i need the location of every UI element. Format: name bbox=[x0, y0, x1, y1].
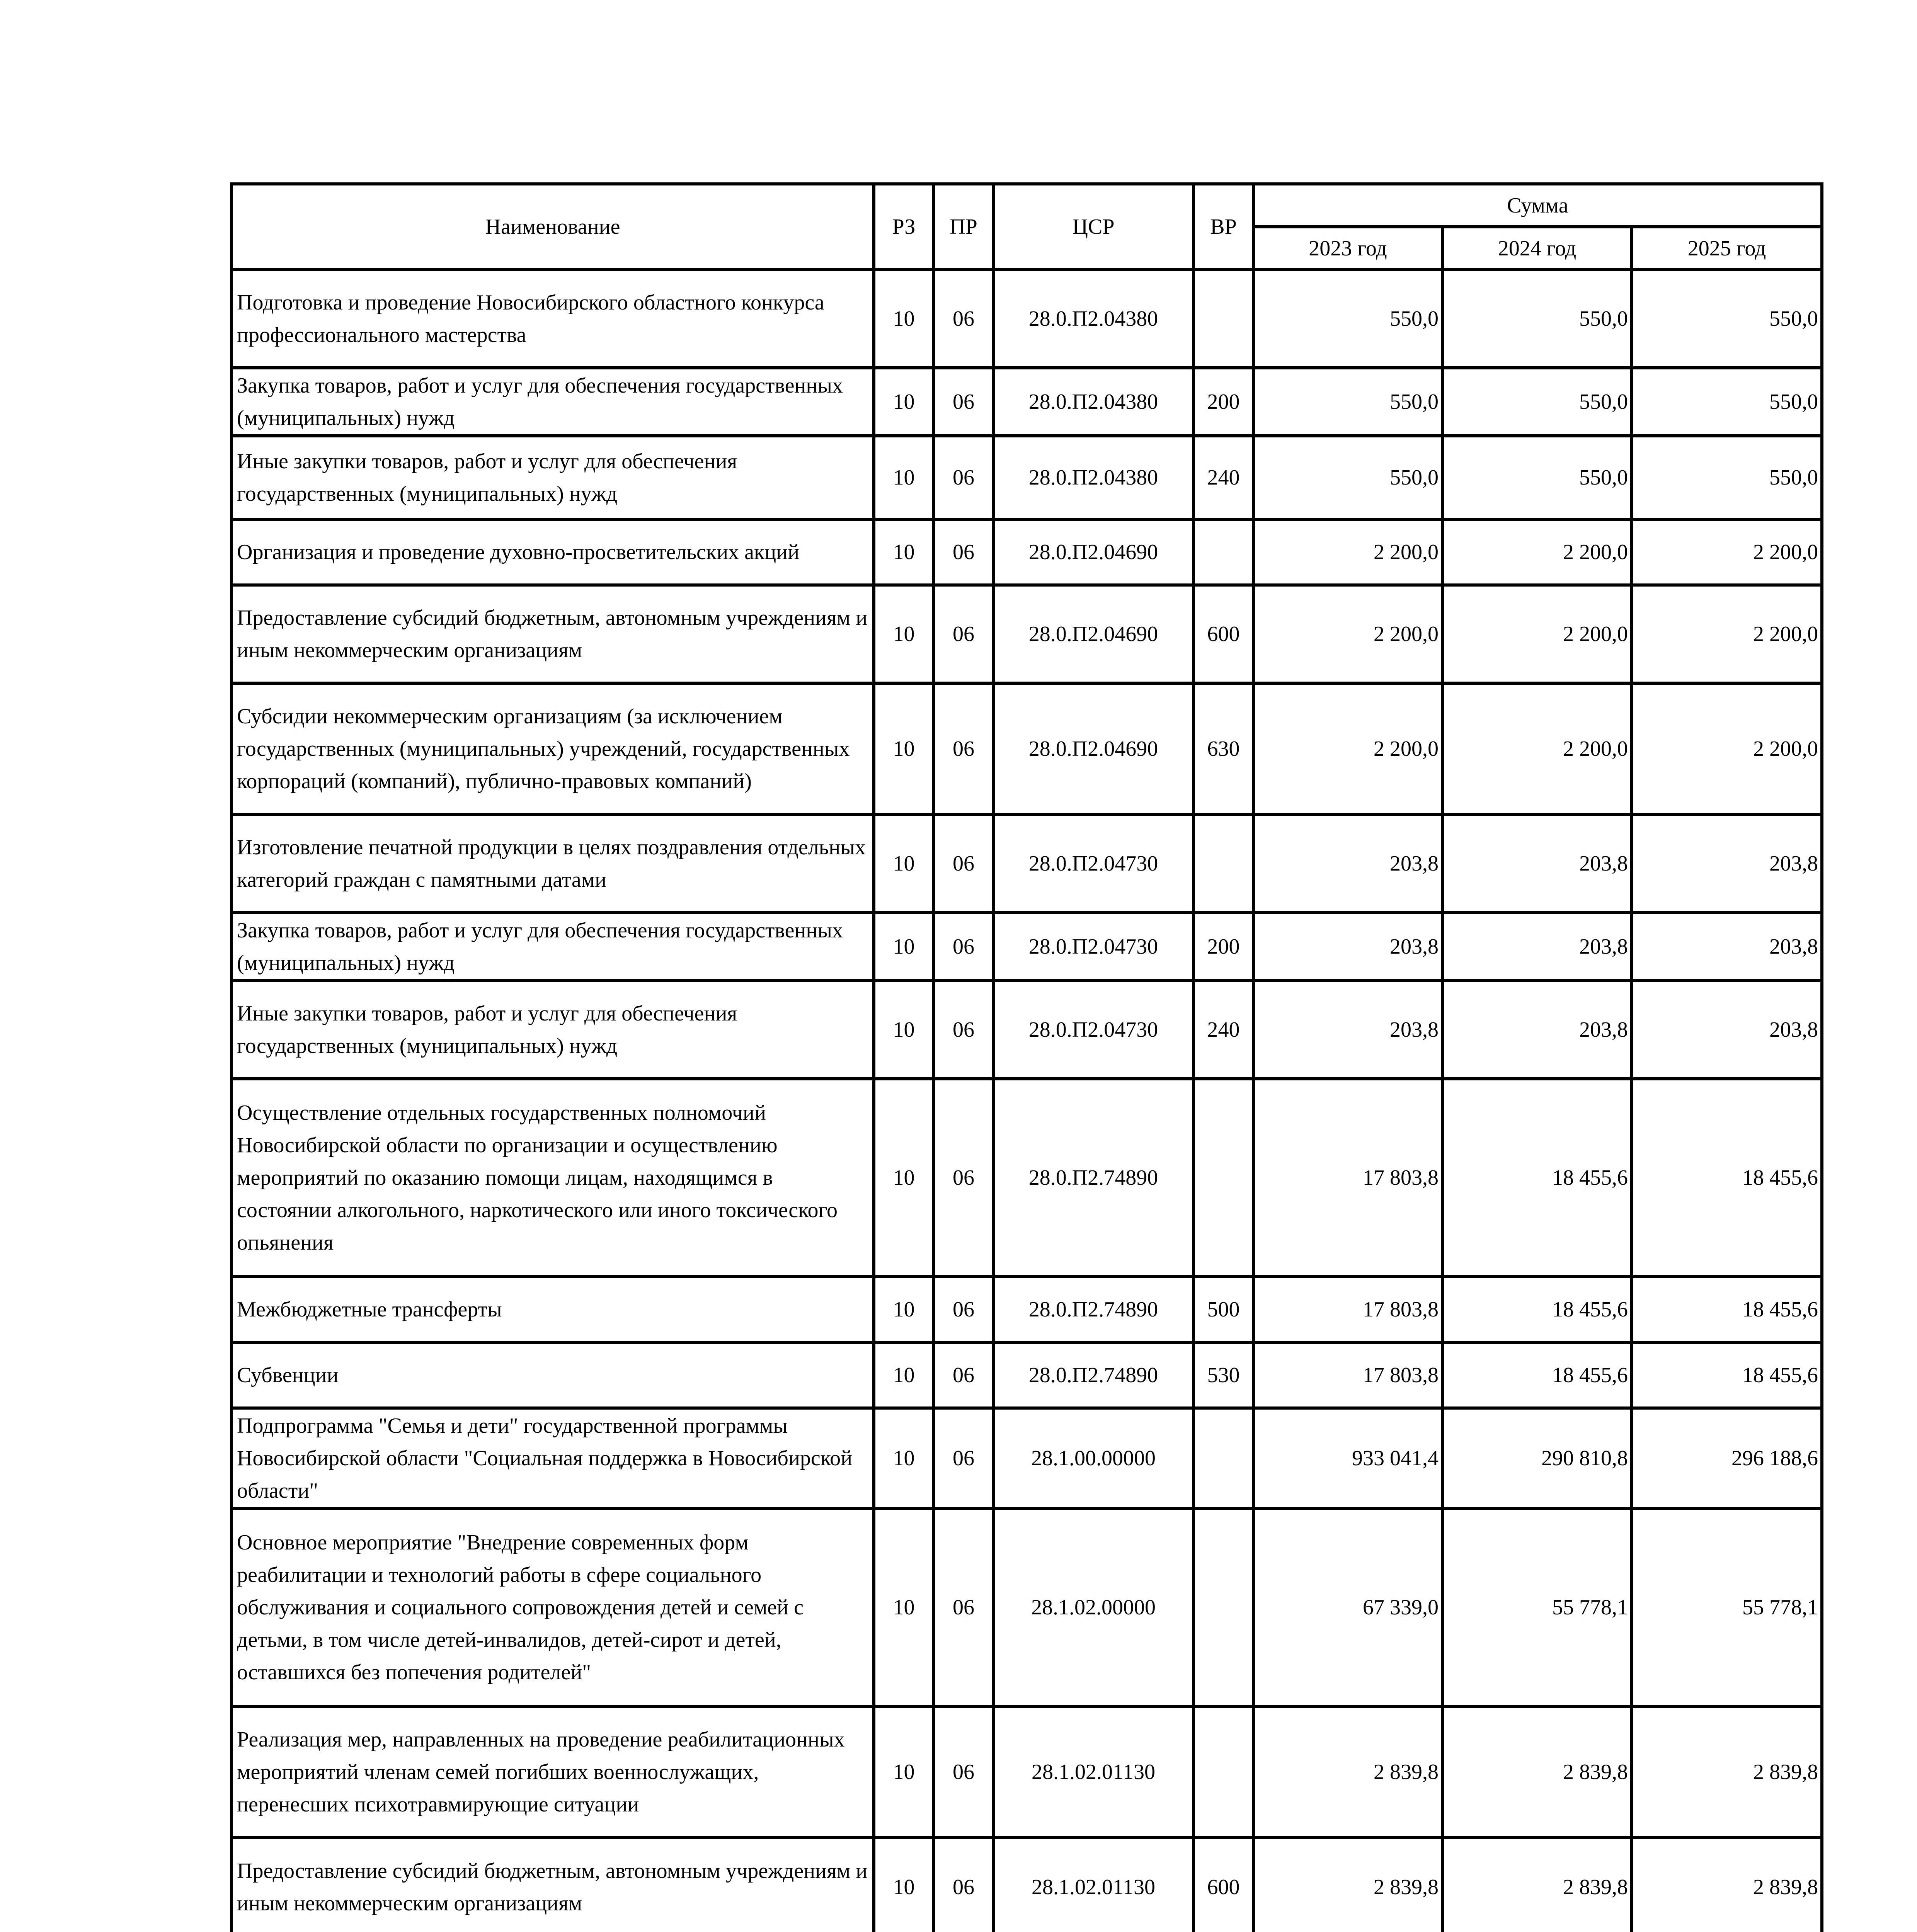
header-rz: РЗ bbox=[874, 184, 934, 270]
row-csr: 28.0.П2.04690 bbox=[993, 585, 1193, 683]
table-row bbox=[232, 1706, 1822, 1838]
row-rz: 10 bbox=[874, 683, 934, 815]
row-vr: 200 bbox=[1193, 913, 1253, 981]
row-name: Реализация мер, направленных на проведение реабилитационных мероприятий членам семей погибших военнослужащих, перенесших психотравмирующие ситуации bbox=[232, 1706, 874, 1838]
table-row bbox=[232, 981, 1822, 1079]
row-csr: 28.0.П2.04380 bbox=[993, 270, 1193, 368]
row-sum-2024: 203,8 bbox=[1442, 981, 1632, 1079]
row-name: Изготовление печатной продукции в целях поздравления отдельных категорий граждан с памятными датами bbox=[232, 815, 874, 913]
row-sum-2023: 17 803,8 bbox=[1253, 1079, 1442, 1277]
row-sum-2023: 17 803,8 bbox=[1253, 1277, 1442, 1342]
row-pr: 06 bbox=[934, 1509, 993, 1706]
row-sum-2023: 17 803,8 bbox=[1253, 1342, 1442, 1408]
header-csr: ЦСР bbox=[993, 184, 1193, 270]
row-sum-2025: 203,8 bbox=[1632, 913, 1822, 981]
table-row bbox=[232, 519, 1822, 585]
header-sum: Сумма bbox=[1253, 184, 1822, 227]
row-vr bbox=[1193, 1079, 1253, 1277]
row-vr: 600 bbox=[1193, 1838, 1253, 1932]
row-sum-2024: 550,0 bbox=[1442, 270, 1632, 368]
row-sum-2025: 18 455,6 bbox=[1632, 1079, 1822, 1277]
row-rz: 10 bbox=[874, 1838, 934, 1932]
row-csr: 28.1.02.01130 bbox=[993, 1706, 1193, 1838]
table-row bbox=[232, 270, 1822, 368]
row-sum-2023: 2 200,0 bbox=[1253, 519, 1442, 585]
row-name: Субвенции bbox=[232, 1342, 874, 1408]
row-csr: 28.0.П2.04380 bbox=[993, 436, 1193, 519]
row-pr: 06 bbox=[934, 585, 993, 683]
row-sum-2024: 2 200,0 bbox=[1442, 683, 1632, 815]
row-sum-2025: 203,8 bbox=[1632, 981, 1822, 1079]
row-name: Иные закупки товаров, работ и услуг для обеспечения государственных (муниципальных) нужд bbox=[232, 436, 874, 519]
row-sum-2024: 2 839,8 bbox=[1442, 1706, 1632, 1838]
row-sum-2024: 203,8 bbox=[1442, 815, 1632, 913]
row-rz: 10 bbox=[874, 1509, 934, 1706]
row-vr: 240 bbox=[1193, 981, 1253, 1079]
row-csr: 28.1.00.00000 bbox=[993, 1408, 1193, 1509]
row-rz: 10 bbox=[874, 1408, 934, 1509]
table-row bbox=[232, 585, 1822, 683]
row-pr: 06 bbox=[934, 1277, 993, 1342]
row-vr bbox=[1193, 815, 1253, 913]
row-sum-2025: 550,0 bbox=[1632, 368, 1822, 436]
row-sum-2025: 2 200,0 bbox=[1632, 683, 1822, 815]
table-row bbox=[232, 368, 1822, 436]
row-vr: 530 bbox=[1193, 1342, 1253, 1408]
row-vr bbox=[1193, 1509, 1253, 1706]
row-sum-2024: 550,0 bbox=[1442, 436, 1632, 519]
table-row bbox=[232, 1342, 1822, 1408]
row-sum-2025: 2 839,8 bbox=[1632, 1838, 1822, 1932]
row-csr: 28.0.П2.04730 bbox=[993, 913, 1193, 981]
row-rz: 10 bbox=[874, 1277, 934, 1342]
row-vr bbox=[1193, 270, 1253, 368]
row-pr: 06 bbox=[934, 1838, 993, 1932]
row-pr: 06 bbox=[934, 270, 993, 368]
table-row bbox=[232, 1838, 1822, 1932]
budget-table bbox=[230, 182, 1823, 1932]
row-rz: 10 bbox=[874, 519, 934, 585]
row-name: Осуществление отдельных государственных полномочий Новосибирской области по организации и осуществлению мероприятий по оказанию помощи лицам, находящимся в состоянии алкогольного, наркотического или иного токсического опьянения bbox=[232, 1079, 874, 1277]
row-csr: 28.0.П2.04690 bbox=[993, 683, 1193, 815]
row-name: Межбюджетные трансферты bbox=[232, 1277, 874, 1342]
row-csr: 28.0.П2.74890 bbox=[993, 1342, 1193, 1408]
row-sum-2023: 203,8 bbox=[1253, 913, 1442, 981]
row-sum-2024: 18 455,6 bbox=[1442, 1277, 1632, 1342]
row-rz: 10 bbox=[874, 913, 934, 981]
row-pr: 06 bbox=[934, 1408, 993, 1509]
row-rz: 10 bbox=[874, 815, 934, 913]
row-csr: 28.0.П2.04690 bbox=[993, 519, 1193, 585]
row-vr bbox=[1193, 1408, 1253, 1509]
row-pr: 06 bbox=[934, 1706, 993, 1838]
row-csr: 28.0.П2.04730 bbox=[993, 815, 1193, 913]
row-name: Закупка товаров, работ и услуг для обеспечения государственных (муниципальных) нужд bbox=[232, 913, 874, 981]
row-pr: 06 bbox=[934, 981, 993, 1079]
row-sum-2024: 55 778,1 bbox=[1442, 1509, 1632, 1706]
row-sum-2024: 18 455,6 bbox=[1442, 1079, 1632, 1277]
row-rz: 10 bbox=[874, 436, 934, 519]
table-row bbox=[232, 913, 1822, 981]
row-rz: 10 bbox=[874, 1079, 934, 1277]
row-csr: 28.0.П2.74890 bbox=[993, 1277, 1193, 1342]
row-pr: 06 bbox=[934, 368, 993, 436]
row-sum-2024: 2 200,0 bbox=[1442, 519, 1632, 585]
row-sum-2023: 2 839,8 bbox=[1253, 1706, 1442, 1838]
row-rz: 10 bbox=[874, 585, 934, 683]
row-sum-2025: 55 778,1 bbox=[1632, 1509, 1822, 1706]
table-row bbox=[232, 436, 1822, 519]
row-sum-2023: 2 839,8 bbox=[1253, 1838, 1442, 1932]
row-sum-2023: 2 200,0 bbox=[1253, 585, 1442, 683]
header-vr: ВР bbox=[1193, 184, 1253, 270]
table-row bbox=[232, 1277, 1822, 1342]
table-row bbox=[232, 1509, 1822, 1706]
row-sum-2025: 550,0 bbox=[1632, 270, 1822, 368]
row-sum-2024: 18 455,6 bbox=[1442, 1342, 1632, 1408]
row-sum-2023: 550,0 bbox=[1253, 436, 1442, 519]
row-name: Предоставление субсидий бюджетным, автономным учреждениям и иным некоммерческим организациям bbox=[232, 585, 874, 683]
table-row bbox=[232, 683, 1822, 815]
row-pr: 06 bbox=[934, 1342, 993, 1408]
row-name: Закупка товаров, работ и услуг для обеспечения государственных (муниципальных) нужд bbox=[232, 368, 874, 436]
row-rz: 10 bbox=[874, 368, 934, 436]
row-name: Основное мероприятие "Внедрение современных форм реабилитации и технологий работы в сфере социального обслуживания и социального сопровождения детей и семей с детьми, в том числе детей-инвалидов, детей-сирот и детей, оставшихся без попечения родителей" bbox=[232, 1509, 874, 1706]
row-csr: 28.0.П2.74890 bbox=[993, 1079, 1193, 1277]
row-sum-2024: 290 810,8 bbox=[1442, 1408, 1632, 1509]
row-sum-2025: 550,0 bbox=[1632, 436, 1822, 519]
row-name: Подпрограмма "Семья и дети" государственной программы Новосибирской области "Социальная поддержка в Новосибирской области" bbox=[232, 1408, 874, 1509]
row-vr: 500 bbox=[1193, 1277, 1253, 1342]
row-sum-2023: 2 200,0 bbox=[1253, 683, 1442, 815]
row-sum-2025: 18 455,6 bbox=[1632, 1277, 1822, 1342]
header-pr: ПР bbox=[934, 184, 993, 270]
row-sum-2025: 2 839,8 bbox=[1632, 1706, 1822, 1838]
row-sum-2024: 2 200,0 bbox=[1442, 585, 1632, 683]
row-sum-2024: 550,0 bbox=[1442, 368, 1632, 436]
row-vr bbox=[1193, 519, 1253, 585]
row-csr: 28.1.02.01130 bbox=[993, 1838, 1193, 1932]
row-vr: 630 bbox=[1193, 683, 1253, 815]
table-row bbox=[232, 815, 1822, 913]
row-name: Предоставление субсидий бюджетным, автономным учреждениям и иным некоммерческим организациям bbox=[232, 1838, 874, 1932]
row-sum-2025: 296 188,6 bbox=[1632, 1408, 1822, 1509]
row-sum-2023: 550,0 bbox=[1253, 270, 1442, 368]
row-vr: 240 bbox=[1193, 436, 1253, 519]
row-name: Подготовка и проведение Новосибирского областного конкурса профессионального мастерства bbox=[232, 270, 874, 368]
table-header-row bbox=[232, 184, 1822, 227]
row-vr bbox=[1193, 1706, 1253, 1838]
row-pr: 06 bbox=[934, 436, 993, 519]
header-year-2025: 2025 год bbox=[1632, 227, 1822, 270]
row-rz: 10 bbox=[874, 270, 934, 368]
row-sum-2023: 550,0 bbox=[1253, 368, 1442, 436]
row-rz: 10 bbox=[874, 1342, 934, 1408]
row-csr: 28.0.П2.04730 bbox=[993, 981, 1193, 1079]
row-sum-2023: 67 339,0 bbox=[1253, 1509, 1442, 1706]
row-rz: 10 bbox=[874, 981, 934, 1079]
row-sum-2023: 203,8 bbox=[1253, 815, 1442, 913]
row-pr: 06 bbox=[934, 815, 993, 913]
row-csr: 28.0.П2.04380 bbox=[993, 368, 1193, 436]
row-sum-2025: 18 455,6 bbox=[1632, 1342, 1822, 1408]
table-row bbox=[232, 1408, 1822, 1509]
table-body bbox=[232, 270, 1822, 1932]
row-name: Организация и проведение духовно-просветительских акций bbox=[232, 519, 874, 585]
row-sum-2024: 203,8 bbox=[1442, 913, 1632, 981]
row-sum-2023: 933 041,4 bbox=[1253, 1408, 1442, 1509]
row-sum-2023: 203,8 bbox=[1253, 981, 1442, 1079]
row-sum-2025: 2 200,0 bbox=[1632, 585, 1822, 683]
row-pr: 06 bbox=[934, 519, 993, 585]
row-csr: 28.1.02.00000 bbox=[993, 1509, 1193, 1706]
header-year-2023: 2023 год bbox=[1253, 227, 1442, 270]
row-sum-2024: 2 839,8 bbox=[1442, 1838, 1632, 1932]
header-name: Наименование bbox=[232, 184, 874, 270]
row-pr: 06 bbox=[934, 683, 993, 815]
row-vr: 200 bbox=[1193, 368, 1253, 436]
row-sum-2025: 203,8 bbox=[1632, 815, 1822, 913]
row-pr: 06 bbox=[934, 1079, 993, 1277]
row-name: Иные закупки товаров, работ и услуг для обеспечения государственных (муниципальных) нужд bbox=[232, 981, 874, 1079]
table-row bbox=[232, 1079, 1822, 1277]
row-sum-2025: 2 200,0 bbox=[1632, 519, 1822, 585]
header-year-2024: 2024 год bbox=[1442, 227, 1632, 270]
row-name: Субсидии некоммерческим организациям (за исключением государственных (муниципальных) учреждений, государственных корпораций (компаний), публично-правовых компаний) bbox=[232, 683, 874, 815]
row-vr: 600 bbox=[1193, 585, 1253, 683]
row-rz: 10 bbox=[874, 1706, 934, 1838]
row-pr: 06 bbox=[934, 913, 993, 981]
